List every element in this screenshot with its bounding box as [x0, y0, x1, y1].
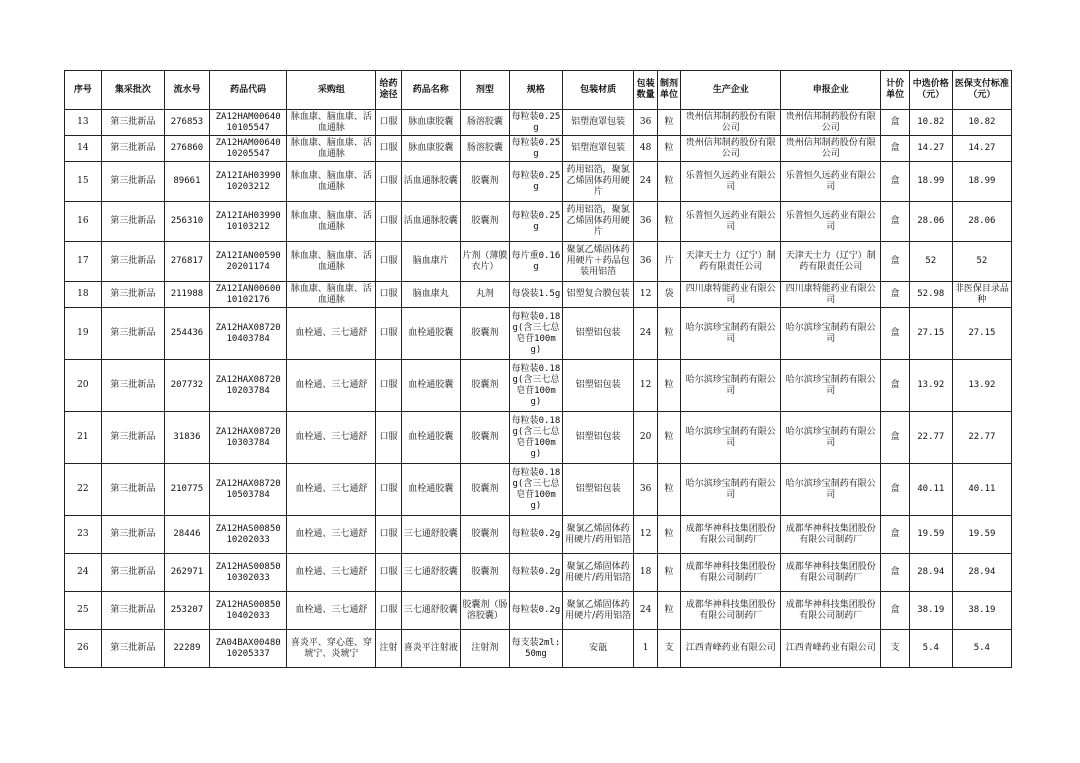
- batch-cell: 第三批新品: [101, 282, 164, 308]
- row-number: 15: [65, 162, 102, 202]
- selected-price-cell: 5.4: [909, 630, 952, 668]
- batch-cell: 第三批新品: [101, 136, 164, 162]
- dosage-form-cell: 胶囊剂: [460, 308, 509, 360]
- insurance-standard-cell: 28.94: [952, 554, 1011, 592]
- batch-cell: 第三批新品: [101, 592, 164, 630]
- header-cell: 制剂单位: [657, 71, 680, 110]
- insurance-standard-cell: 13.92: [952, 360, 1011, 412]
- packaging-material-cell: 铝塑铝包装: [562, 412, 633, 464]
- serial-cell: 210775: [165, 464, 210, 516]
- manufacturer-cell: 贵州信邦制药股份有限公司: [681, 110, 781, 136]
- drug-code-cell: ZA12HAM00640 10205547: [209, 136, 287, 162]
- drug-name-cell: 血栓通胶囊: [401, 464, 460, 516]
- insurance-standard-cell: 19.59: [952, 516, 1011, 554]
- selected-price-cell: 27.15: [909, 308, 952, 360]
- applicant-cell: 哈尔滨珍宝制药有限公司: [781, 412, 881, 464]
- table-row: [65, 592, 1012, 630]
- spec-cell: 每粒装0.2g: [509, 516, 562, 554]
- route-cell: 口服: [376, 308, 402, 360]
- manufacturer-cell: 江西青峰药业有限公司: [681, 630, 781, 668]
- route-cell: 口服: [376, 412, 402, 464]
- batch-cell: 第三批新品: [101, 110, 164, 136]
- manufacturer-cell: 哈尔滨珍宝制药有限公司: [681, 308, 781, 360]
- pricing-unit-cell: 盒: [881, 516, 910, 554]
- insurance-standard-cell: 22.77: [952, 412, 1011, 464]
- drug-name-cell: 脑血康片: [401, 242, 460, 282]
- route-cell: 口服: [376, 110, 402, 136]
- dosage-form-cell: 胶囊剂（肠溶胶囊）: [460, 592, 509, 630]
- packaging-material-cell: 铝塑复合膜包装: [562, 282, 633, 308]
- dosage-form-cell: 肠溶胶囊: [460, 110, 509, 136]
- package-qty-cell: 24: [634, 308, 657, 360]
- pricing-unit-cell: 盒: [881, 464, 910, 516]
- applicant-cell: 哈尔滨珍宝制药有限公司: [781, 360, 881, 412]
- manufacturer-cell: 乐普恒久远药业有限公司: [681, 202, 781, 242]
- package-qty-cell: 12: [634, 516, 657, 554]
- table-row: [65, 412, 1012, 464]
- pricing-unit-cell: 盒: [881, 202, 910, 242]
- table-row: [65, 282, 1012, 308]
- drug-code-cell: ZA12HAX08720 10303784: [209, 412, 287, 464]
- unit-cell: 片: [657, 242, 680, 282]
- purchase-group-cell: 脉血康、脑血康、活血通脉: [287, 162, 376, 202]
- drug-name-cell: 血栓通胶囊: [401, 412, 460, 464]
- batch-cell: 第三批新品: [101, 516, 164, 554]
- unit-cell: 袋: [657, 282, 680, 308]
- table-row: [65, 360, 1012, 412]
- drug-name-cell: 脉血康胶囊: [401, 136, 460, 162]
- header-cell: 医保支付标准（元）: [952, 71, 1011, 110]
- drug-name-cell: 血栓通胶囊: [401, 308, 460, 360]
- serial-cell: 31836: [165, 412, 210, 464]
- package-qty-cell: 18: [634, 554, 657, 592]
- serial-cell: 256310: [165, 202, 210, 242]
- table-row: [65, 516, 1012, 554]
- packaging-material-cell: 聚氯乙烯固体药用硬片/药用铝箔: [562, 516, 633, 554]
- drug-price-table: [64, 70, 1012, 668]
- package-qty-cell: 20: [634, 412, 657, 464]
- drug-code-cell: ZA12HAS00850 10202033: [209, 516, 287, 554]
- drug-code-cell: ZA04BAX00480 10205337: [209, 630, 287, 668]
- pricing-unit-cell: 盒: [881, 308, 910, 360]
- table-row: [65, 110, 1012, 136]
- table-row: [65, 162, 1012, 202]
- row-number: 20: [65, 360, 102, 412]
- drug-name-cell: 喜炎平注射液: [401, 630, 460, 668]
- drug-code-cell: ZA12HAX08720 10503784: [209, 464, 287, 516]
- drug-name-cell: 三七通舒胶囊: [401, 516, 460, 554]
- drug-code-cell: ZA12HAM00640 10105547: [209, 110, 287, 136]
- serial-cell: 262971: [165, 554, 210, 592]
- unit-cell: 粒: [657, 464, 680, 516]
- batch-cell: 第三批新品: [101, 360, 164, 412]
- selected-price-cell: 28.06: [909, 202, 952, 242]
- manufacturer-cell: 成都华神科技集团股份有限公司制药厂: [681, 516, 781, 554]
- spec-cell: 每粒装0.2g: [509, 554, 562, 592]
- pricing-unit-cell: 盒: [881, 554, 910, 592]
- manufacturer-cell: 成都华神科技集团股份有限公司制药厂: [681, 554, 781, 592]
- selected-price-cell: 40.11: [909, 464, 952, 516]
- route-cell: 口服: [376, 554, 402, 592]
- table-row: [65, 308, 1012, 360]
- drug-name-cell: 活血通脉胶囊: [401, 162, 460, 202]
- applicant-cell: 哈尔滨珍宝制药有限公司: [781, 464, 881, 516]
- unit-cell: 粒: [657, 202, 680, 242]
- pricing-unit-cell: 盒: [881, 162, 910, 202]
- row-number: 25: [65, 592, 102, 630]
- route-cell: 口服: [376, 136, 402, 162]
- unit-cell: 粒: [657, 516, 680, 554]
- dosage-form-cell: 胶囊剂: [460, 202, 509, 242]
- purchase-group-cell: 脉血康、脑血康、活血通脉: [287, 282, 376, 308]
- row-number: 24: [65, 554, 102, 592]
- packaging-material-cell: 铝塑泡罩包装: [562, 136, 633, 162]
- spec-cell: 每粒装0.18g(含三七总皂苷100mg): [509, 360, 562, 412]
- insurance-standard-cell: 14.27: [952, 136, 1011, 162]
- drug-code-cell: ZA12HAS00850 10402033: [209, 592, 287, 630]
- applicant-cell: 成都华神科技集团股份有限公司制药厂: [781, 516, 881, 554]
- purchase-group-cell: 血栓通、三七通舒: [287, 464, 376, 516]
- manufacturer-cell: 四川康特能药业有限公司: [681, 282, 781, 308]
- package-qty-cell: 1: [634, 630, 657, 668]
- header-cell: 剂型: [460, 71, 509, 110]
- manufacturer-cell: 哈尔滨珍宝制药有限公司: [681, 464, 781, 516]
- header-cell: 集采批次: [101, 71, 164, 110]
- insurance-standard-cell: 10.82: [952, 110, 1011, 136]
- route-cell: 口服: [376, 282, 402, 308]
- packaging-material-cell: 铝塑泡罩包装: [562, 110, 633, 136]
- row-number: 16: [65, 202, 102, 242]
- insurance-standard-cell: 非医保目录品种: [952, 282, 1011, 308]
- header-cell: 包装数量: [634, 71, 657, 110]
- spec-cell: 每粒装0.25g: [509, 110, 562, 136]
- table-row: [65, 464, 1012, 516]
- row-number: 17: [65, 242, 102, 282]
- batch-cell: 第三批新品: [101, 554, 164, 592]
- pricing-unit-cell: 盒: [881, 412, 910, 464]
- drug-name-cell: 三七通舒胶囊: [401, 554, 460, 592]
- serial-cell: 207732: [165, 360, 210, 412]
- header-cell: 序号: [65, 71, 102, 110]
- drug-code-cell: ZA12HAS00850 10302033: [209, 554, 287, 592]
- route-cell: 口服: [376, 202, 402, 242]
- header-cell: 规格: [509, 71, 562, 110]
- header-cell: 药品代码: [209, 71, 287, 110]
- row-number: 19: [65, 308, 102, 360]
- applicant-cell: 成都华神科技集团股份有限公司制药厂: [781, 554, 881, 592]
- insurance-standard-cell: 40.11: [952, 464, 1011, 516]
- pricing-unit-cell: 盒: [881, 110, 910, 136]
- drug-code-cell: ZA12HAX08720 10203784: [209, 360, 287, 412]
- batch-cell: 第三批新品: [101, 464, 164, 516]
- applicant-cell: 哈尔滨珍宝制药有限公司: [781, 308, 881, 360]
- spec-cell: 每粒装0.25g: [509, 202, 562, 242]
- batch-cell: 第三批新品: [101, 162, 164, 202]
- dosage-form-cell: 肠溶胶囊: [460, 136, 509, 162]
- unit-cell: 支: [657, 630, 680, 668]
- spec-cell: 每袋装1.5g: [509, 282, 562, 308]
- batch-cell: 第三批新品: [101, 202, 164, 242]
- packaging-material-cell: 药用铝箔，聚氯乙烯固体药用硬片: [562, 202, 633, 242]
- drug-code-cell: ZA12IAN00590 20201174: [209, 242, 287, 282]
- pricing-unit-cell: 盒: [881, 282, 910, 308]
- unit-cell: 粒: [657, 308, 680, 360]
- row-number: 14: [65, 136, 102, 162]
- dosage-form-cell: 胶囊剂: [460, 554, 509, 592]
- spec-cell: 每粒装0.18g(含三七总皂苷100mg): [509, 464, 562, 516]
- purchase-group-cell: 血栓通、三七通舒: [287, 412, 376, 464]
- table-row: [65, 136, 1012, 162]
- manufacturer-cell: 乐普恒久远药业有限公司: [681, 162, 781, 202]
- purchase-group-cell: 血栓通、三七通舒: [287, 554, 376, 592]
- route-cell: 口服: [376, 516, 402, 554]
- row-number: 18: [65, 282, 102, 308]
- drug-name-cell: 三七通舒胶囊: [401, 592, 460, 630]
- row-number: 22: [65, 464, 102, 516]
- package-qty-cell: 36: [634, 464, 657, 516]
- insurance-standard-cell: 28.06: [952, 202, 1011, 242]
- selected-price-cell: 22.77: [909, 412, 952, 464]
- insurance-standard-cell: 38.19: [952, 592, 1011, 630]
- applicant-cell: 江西青峰药业有限公司: [781, 630, 881, 668]
- package-qty-cell: 36: [634, 202, 657, 242]
- header-cell: 申报企业: [781, 71, 881, 110]
- packaging-material-cell: 铝塑铝包装: [562, 360, 633, 412]
- table-body: [65, 110, 1012, 668]
- drug-price-sheet: [64, 70, 1012, 668]
- spec-cell: 每支装2ml:50mg: [509, 630, 562, 668]
- package-qty-cell: 24: [634, 162, 657, 202]
- drug-code-cell: ZA12IAN00600 10102176: [209, 282, 287, 308]
- packaging-material-cell: 药用铝箔，聚氯乙烯固体药用硬片: [562, 162, 633, 202]
- route-cell: 口服: [376, 464, 402, 516]
- unit-cell: 粒: [657, 162, 680, 202]
- selected-price-cell: 28.94: [909, 554, 952, 592]
- dosage-form-cell: 胶囊剂: [460, 516, 509, 554]
- packaging-material-cell: 聚氯乙烯固体药用硬片＋药品包装用铝箔: [562, 242, 633, 282]
- batch-cell: 第三批新品: [101, 412, 164, 464]
- purchase-group-cell: 血栓通、三七通舒: [287, 516, 376, 554]
- manufacturer-cell: 哈尔滨珍宝制药有限公司: [681, 360, 781, 412]
- manufacturer-cell: 成都华神科技集团股份有限公司制药厂: [681, 592, 781, 630]
- purchase-group-cell: 脉血康、脑血康、活血通脉: [287, 242, 376, 282]
- purchase-group-cell: 血栓通、三七通舒: [287, 308, 376, 360]
- header-cell: 采购组: [287, 71, 376, 110]
- route-cell: 口服: [376, 162, 402, 202]
- selected-price-cell: 38.19: [909, 592, 952, 630]
- batch-cell: 第三批新品: [101, 242, 164, 282]
- selected-price-cell: 10.82: [909, 110, 952, 136]
- manufacturer-cell: 贵州信邦制药股份有限公司: [681, 136, 781, 162]
- dosage-form-cell: 胶囊剂: [460, 412, 509, 464]
- header-cell: 包装材质: [562, 71, 633, 110]
- applicant-cell: 乐普恒久远药业有限公司: [781, 162, 881, 202]
- insurance-standard-cell: 18.99: [952, 162, 1011, 202]
- header-cell: 给药途径: [376, 71, 402, 110]
- applicant-cell: 贵州信邦制药股份有限公司: [781, 136, 881, 162]
- drug-name-cell: 脉血康胶囊: [401, 110, 460, 136]
- serial-cell: 211988: [165, 282, 210, 308]
- packaging-material-cell: 聚氯乙烯固体药用硬片/药用铝箔: [562, 554, 633, 592]
- serial-cell: 89661: [165, 162, 210, 202]
- drug-code-cell: ZA12IAH03990 10203212: [209, 162, 287, 202]
- spec-cell: 每粒装0.25g: [509, 136, 562, 162]
- unit-cell: 粒: [657, 110, 680, 136]
- purchase-group-cell: 脉血康、脑血康、活血通脉: [287, 202, 376, 242]
- spec-cell: 每粒装0.25g: [509, 162, 562, 202]
- applicant-cell: 乐普恒久远药业有限公司: [781, 202, 881, 242]
- dosage-form-cell: 胶囊剂: [460, 360, 509, 412]
- package-qty-cell: 12: [634, 282, 657, 308]
- row-number: 23: [65, 516, 102, 554]
- unit-cell: 粒: [657, 136, 680, 162]
- table-row: [65, 242, 1012, 282]
- header-cell: 药品名称: [401, 71, 460, 110]
- dosage-form-cell: 胶囊剂: [460, 162, 509, 202]
- packaging-material-cell: 铝塑铝包装: [562, 464, 633, 516]
- header-cell: 生产企业: [681, 71, 781, 110]
- drug-code-cell: ZA12IAH03990 10103212: [209, 202, 287, 242]
- route-cell: 注射: [376, 630, 402, 668]
- purchase-group-cell: 血栓通、三七通舒: [287, 592, 376, 630]
- packaging-material-cell: 铝塑铝包装: [562, 308, 633, 360]
- table-row: [65, 554, 1012, 592]
- unit-cell: 粒: [657, 592, 680, 630]
- route-cell: 口服: [376, 592, 402, 630]
- selected-price-cell: 52: [909, 242, 952, 282]
- unit-cell: 粒: [657, 360, 680, 412]
- batch-cell: 第三批新品: [101, 308, 164, 360]
- serial-cell: 276853: [165, 110, 210, 136]
- pricing-unit-cell: 盒: [881, 592, 910, 630]
- serial-cell: 276817: [165, 242, 210, 282]
- spec-cell: 每粒装0.18g(含三七总皂苷100mg): [509, 412, 562, 464]
- insurance-standard-cell: 27.15: [952, 308, 1011, 360]
- row-number: 21: [65, 412, 102, 464]
- header-cell: 计价单位: [881, 71, 910, 110]
- manufacturer-cell: 天津天士力（辽宁）制药有限责任公司: [681, 242, 781, 282]
- unit-cell: 粒: [657, 554, 680, 592]
- pricing-unit-cell: 盒: [881, 242, 910, 282]
- purchase-group-cell: 脉血康、脑血康、活血通脉: [287, 110, 376, 136]
- serial-cell: 22289: [165, 630, 210, 668]
- applicant-cell: 贵州信邦制药股份有限公司: [781, 110, 881, 136]
- serial-cell: 28446: [165, 516, 210, 554]
- table-row: [65, 630, 1012, 668]
- dosage-form-cell: 注射剂: [460, 630, 509, 668]
- applicant-cell: 天津天士力（辽宁）制药有限责任公司: [781, 242, 881, 282]
- package-qty-cell: 36: [634, 110, 657, 136]
- purchase-group-cell: 血栓通、三七通舒: [287, 360, 376, 412]
- purchase-group-cell: 喜炎平、穿心莲、穿琥宁、炎琥宁: [287, 630, 376, 668]
- serial-cell: 276860: [165, 136, 210, 162]
- route-cell: 口服: [376, 360, 402, 412]
- pricing-unit-cell: 盒: [881, 360, 910, 412]
- drug-name-cell: 活血通脉胶囊: [401, 202, 460, 242]
- dosage-form-cell: 丸剂: [460, 282, 509, 308]
- drug-name-cell: 血栓通胶囊: [401, 360, 460, 412]
- selected-price-cell: 14.27: [909, 136, 952, 162]
- pricing-unit-cell: 盒: [881, 136, 910, 162]
- header-cell: 流水号: [165, 71, 210, 110]
- selected-price-cell: 13.92: [909, 360, 952, 412]
- dosage-form-cell: 片剂（薄膜衣片）: [460, 242, 509, 282]
- dosage-form-cell: 胶囊剂: [460, 464, 509, 516]
- packaging-material-cell: 安瓿: [562, 630, 633, 668]
- packaging-material-cell: 聚氯乙烯固体药用硬片/药用铝箔: [562, 592, 633, 630]
- package-qty-cell: 12: [634, 360, 657, 412]
- package-qty-cell: 36: [634, 242, 657, 282]
- package-qty-cell: 24: [634, 592, 657, 630]
- serial-cell: 253207: [165, 592, 210, 630]
- spec-cell: 每粒装0.2g: [509, 592, 562, 630]
- table-row: [65, 202, 1012, 242]
- purchase-group-cell: 脉血康、脑血康、活血通脉: [287, 136, 376, 162]
- spec-cell: 每粒装0.18g(含三七总皂苷100mg): [509, 308, 562, 360]
- selected-price-cell: 52.98: [909, 282, 952, 308]
- insurance-standard-cell: 5.4: [952, 630, 1011, 668]
- unit-cell: 粒: [657, 412, 680, 464]
- drug-name-cell: 脑血康丸: [401, 282, 460, 308]
- drug-code-cell: ZA12HAX08720 10403784: [209, 308, 287, 360]
- batch-cell: 第三批新品: [101, 630, 164, 668]
- insurance-standard-cell: 52: [952, 242, 1011, 282]
- manufacturer-cell: 哈尔滨珍宝制药有限公司: [681, 412, 781, 464]
- serial-cell: 254436: [165, 308, 210, 360]
- header-row: [65, 71, 1012, 110]
- applicant-cell: 四川康特能药业有限公司: [781, 282, 881, 308]
- selected-price-cell: 19.59: [909, 516, 952, 554]
- spec-cell: 每片重0.16g: [509, 242, 562, 282]
- applicant-cell: 成都华神科技集团股份有限公司制药厂: [781, 592, 881, 630]
- package-qty-cell: 48: [634, 136, 657, 162]
- pricing-unit-cell: 支: [881, 630, 910, 668]
- selected-price-cell: 18.99: [909, 162, 952, 202]
- row-number: 26: [65, 630, 102, 668]
- header-cell: 中选价格（元）: [909, 71, 952, 110]
- row-number: 13: [65, 110, 102, 136]
- route-cell: 口服: [376, 242, 402, 282]
